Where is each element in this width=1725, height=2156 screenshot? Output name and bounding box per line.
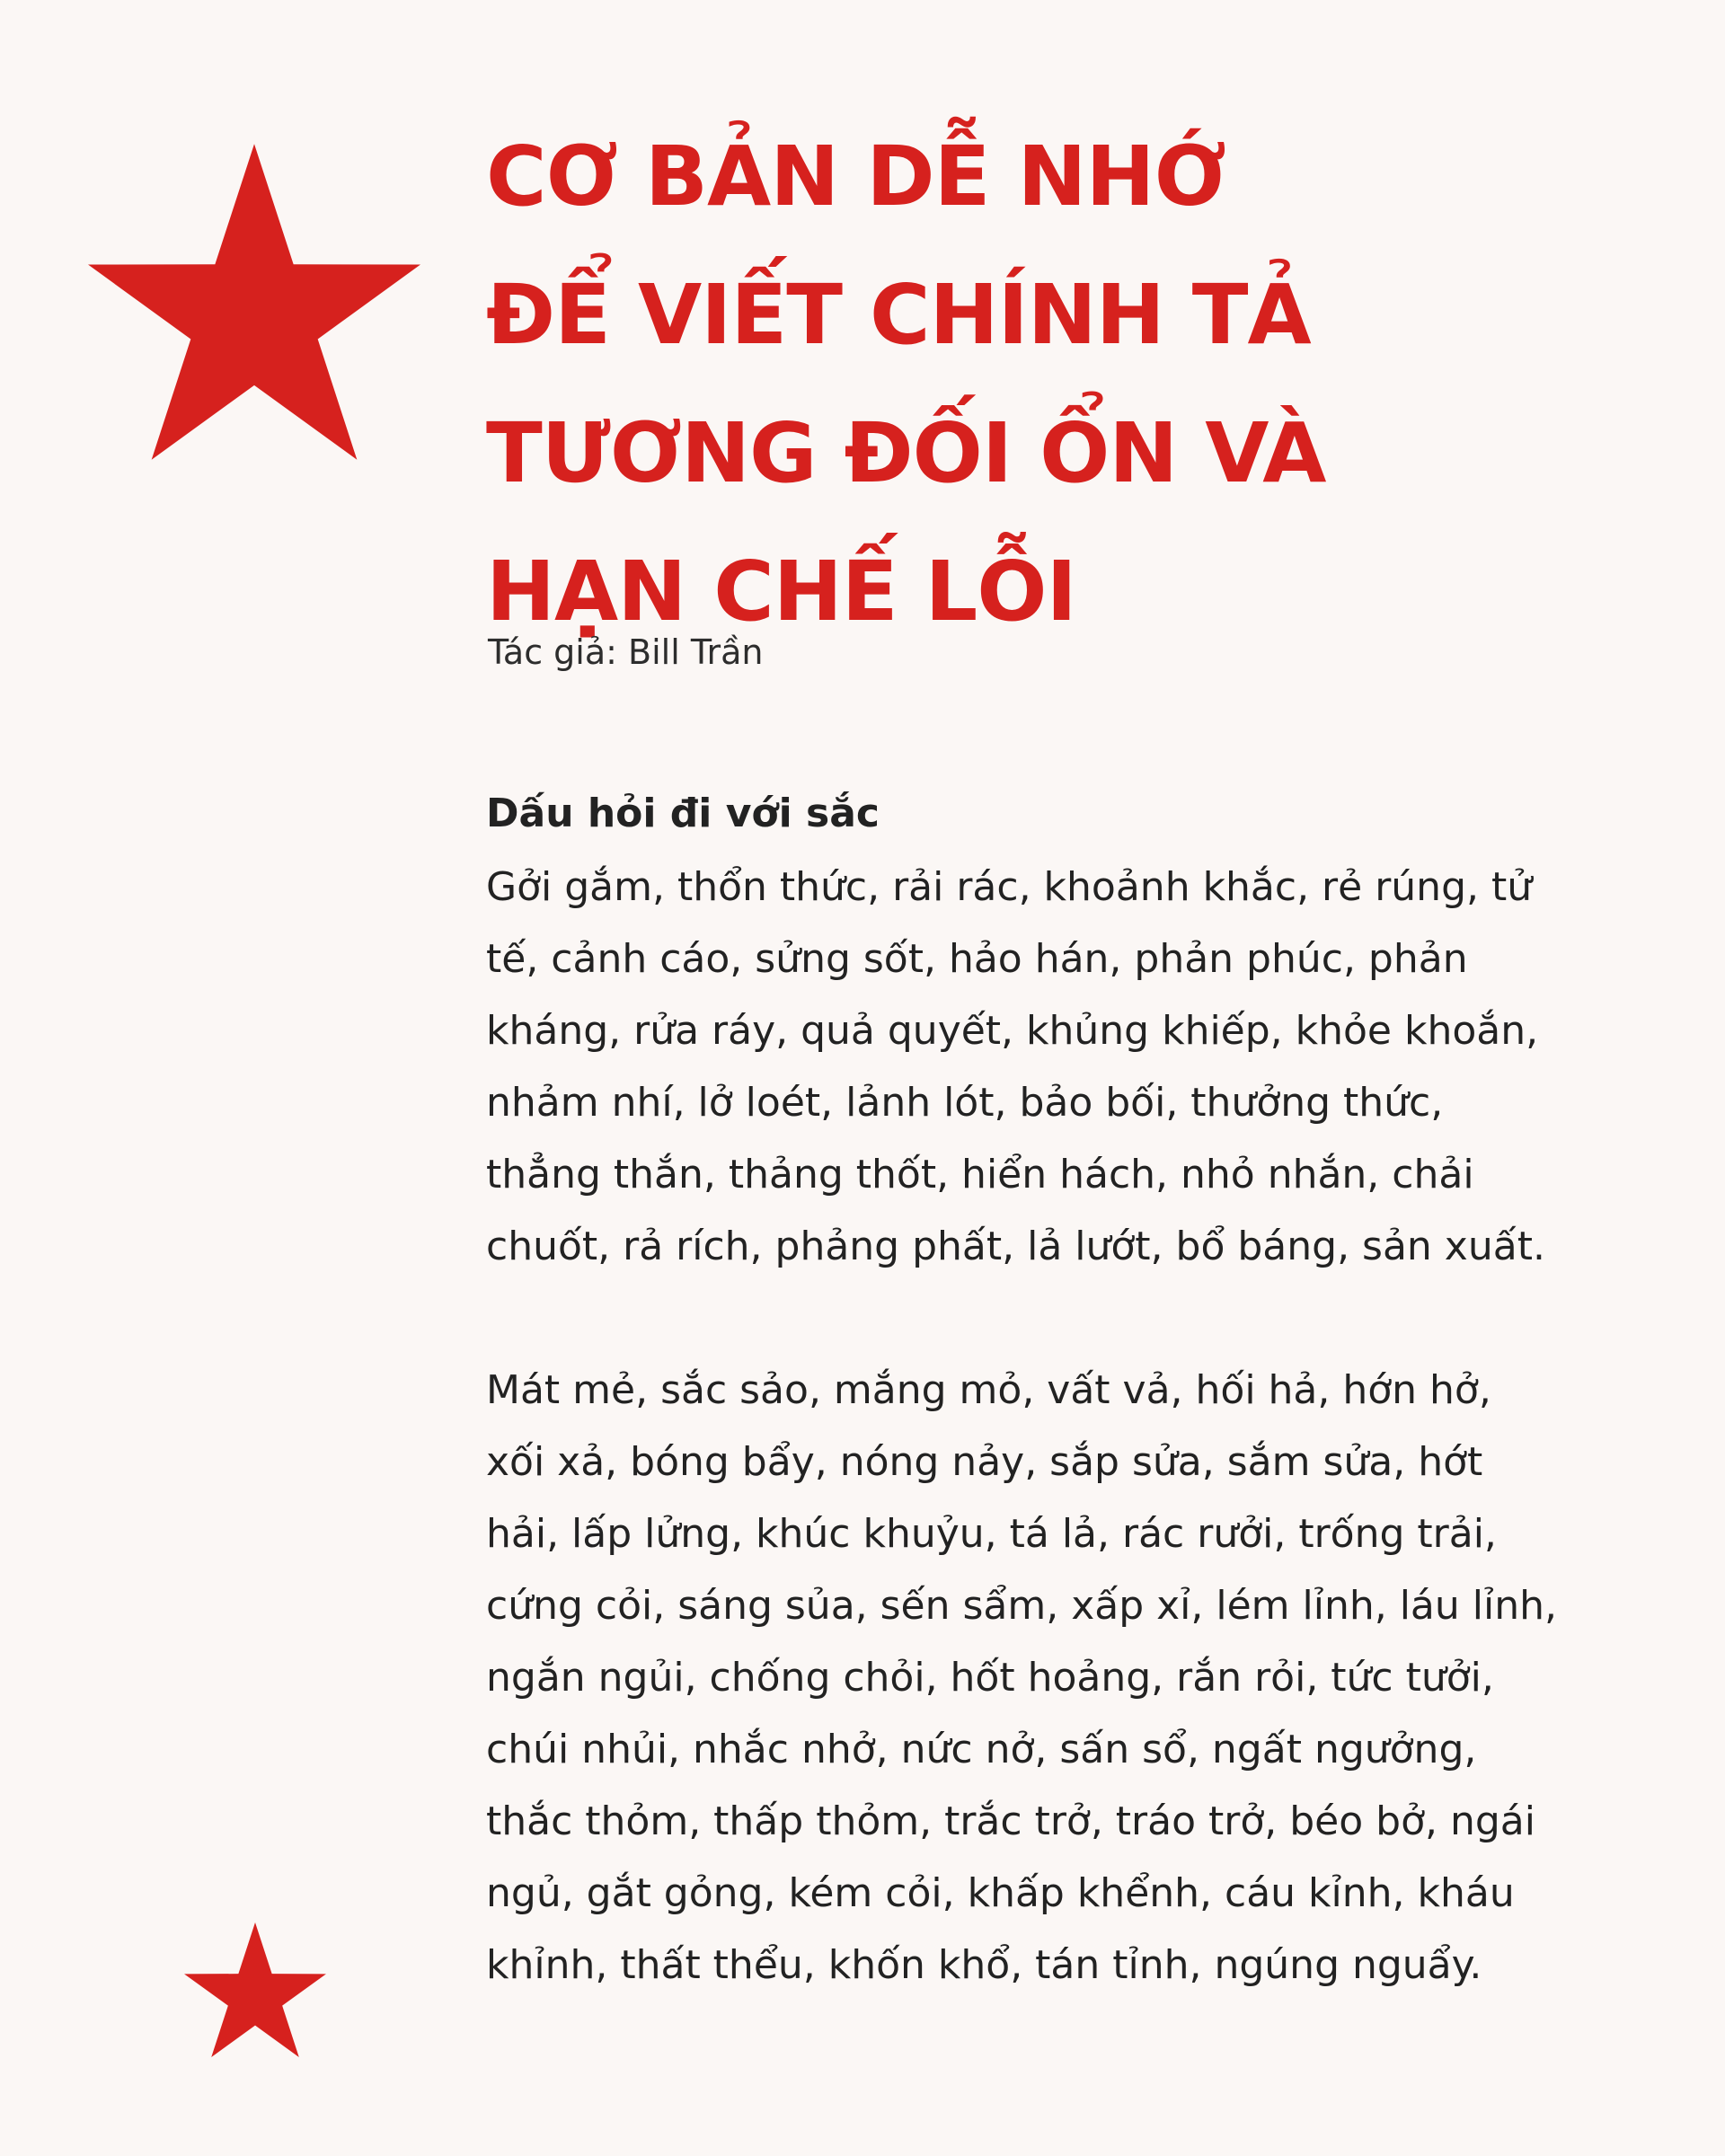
paragraph-line: khỉnh, thất thểu, khốn khổ, tán tỉnh, ngúng nguẩy. — [486, 1942, 1482, 1988]
large-red-star-icon — [88, 144, 420, 460]
paragraph-line: kháng, rửa ráy, quả quyết, khủng khiếp, khỏe khoắn, — [486, 1008, 1539, 1054]
paragraph-line: chúi nhủi, nhắc nhở, nức nở, sấn sổ, ngất ngưởng, — [486, 1727, 1477, 1772]
paragraph-line: thẳng thắn, thảng thốt, hiển hách, nhỏ nhắn, chải — [486, 1152, 1474, 1197]
paragraph-line: hải, lấp lửng, khúc khuỷu, tá lả, rác rưởi, trống trải, — [486, 1511, 1497, 1557]
paragraph-line: Mát mẻ, sắc sảo, mắng mỏ, vất vả, hối hả, hớn hở, — [486, 1367, 1491, 1413]
paragraph-line: ngắn ngủi, chống chỏi, hốt hoảng, rắn rỏi, tức tưởi, — [486, 1655, 1494, 1701]
title-line: HẠN CHẾ LỖI — [486, 543, 1076, 640]
paragraph-line: xối xả, bóng bẩy, nóng nảy, sắp sửa, sắm sửa, hớt — [486, 1439, 1483, 1485]
paragraph-line: cứng cỏi, sáng sủa, sến sẩm, xấp xỉ, lém lỉnh, láu lỉnh, — [486, 1583, 1557, 1629]
paragraph-line: ngủ, gắt gỏng, kém cỏi, khấp khểnh, cáu kỉnh, kháu — [486, 1870, 1515, 1916]
title-line: CƠ BẢN DỄ NHỚ — [486, 128, 1225, 225]
paragraph-line: chuốt, rả rích, phảng phất, lả lướt, bổ báng, sản xuất. — [486, 1224, 1545, 1269]
title-line: ĐỂ VIẾT CHÍNH TẢ — [486, 267, 1311, 363]
title-line: TƯƠNG ĐỐI ỔN VÀ — [486, 405, 1326, 501]
paragraph-line: tế, cảnh cáo, sửng sốt, hảo hán, phản phúc, phản — [486, 936, 1468, 982]
section-heading: Dấu hỏi đi với sắc — [486, 791, 880, 836]
page-title — [486, 108, 1654, 661]
small-red-star-icon — [184, 1922, 326, 2057]
author-byline: Tác giả: Bill Trần — [488, 632, 764, 672]
paragraph-line: nhảm nhí, lở loét, lảnh lót, bảo bối, thưởng thức, — [486, 1080, 1444, 1126]
word-list-paragraph-1 — [486, 852, 1545, 1283]
paragraph-line: Gởi gắm, thổn thức, rải rác, khoảnh khắc, rẻ rúng, tử — [486, 864, 1533, 910]
word-list-paragraph-2 — [486, 1355, 1557, 2001]
paragraph-line: thắc thỏm, thấp thỏm, trắc trở, tráo trở, béo bở, ngái — [486, 1798, 1535, 1844]
